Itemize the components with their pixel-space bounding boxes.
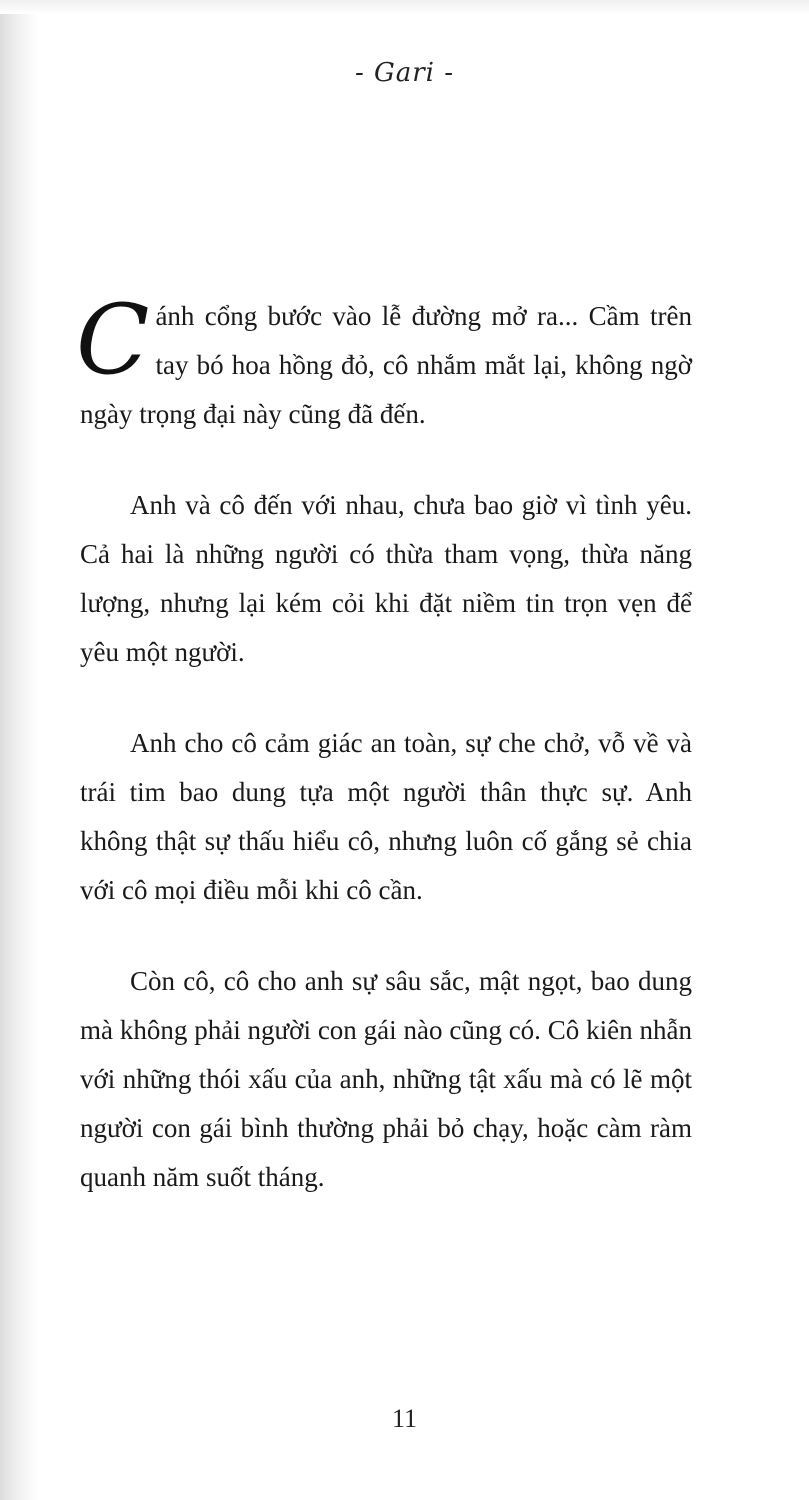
body-text (76, 284, 692, 1244)
paragraph-1 (76, 284, 692, 439)
drop-cap: C (76, 284, 150, 396)
paragraph-4: Còn cô, cô cho anh sự sâu sắc, mật ngọt, bao dung mà không phải người con gái nào cũng có. Cô kiên nhẫn với những thói xấu của anh, những tật xấu mà có lẽ một người con gái bình thường phải bỏ chạy, hoặc càm ràm quanh năm suốt tháng. (80, 966, 692, 1192)
paragraph-3: Anh cho cô cảm giác an toàn, sự che chở, vỗ về và trái tim bao dung tựa một người thân thực sự. Anh không thật sự thấu hiểu cô, nhưng luôn cố gắng sẻ chia với cô mọi điều mỗi khi cô cần. (80, 728, 692, 905)
page-number: 11 (391, 1404, 418, 1433)
paragraph-1-text: ánh cổng bước vào lễ đường mở ra... Cầm trên tay bó hoa hồng đỏ, cô nhắm mắt lại, không ngờ ngày trọng đại này cũng đã đến. (80, 301, 692, 429)
page-top-shadow (0, 0, 809, 14)
page-edge-shadow (0, 0, 38, 1500)
running-header: - Gari - (354, 58, 455, 88)
paragraph-2: Anh và cô đến với nhau, chưa bao giờ vì tình yêu. Cả hai là những người có thừa tham vọng, thừa năng lượng, nhưng lại kém cỏi khi đặt niềm tin trọn vẹn để yêu một người. (80, 490, 692, 667)
